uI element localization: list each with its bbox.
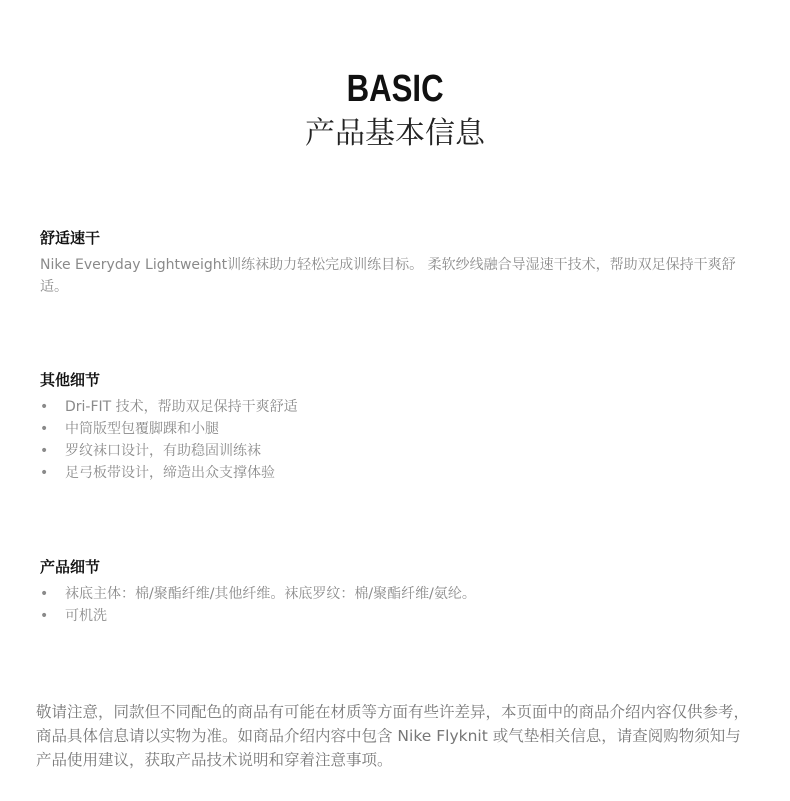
section-other-details (40, 370, 752, 484)
bullet-icon: • (40, 465, 49, 481)
section-description: Nike Everyday Lightweight训练袜助力轻松完成训练目标。 柔软纱线融合导湿速干技术，帮助双足保持干爽舒适。 (40, 257, 736, 295)
header-title-cn: 产品基本信息 (305, 116, 485, 151)
list-item-text: Dri-FIT 技术，帮助双足保持干爽舒适 (65, 399, 298, 415)
list-item-text: 足弓板带设计，缔造出众支撑体验 (65, 465, 275, 481)
list-item-text: 袜底主体：棉/聚酯纤维/其他纤维。袜底罗纹：棉/聚酯纤维/氨纶。 (65, 586, 476, 602)
page-header (0, 66, 790, 154)
bullet-icon: • (40, 586, 49, 602)
list-item-text: 罗纹袜口设计，有助稳固训练袜 (65, 443, 261, 459)
section-title: 其他细节 (40, 371, 101, 389)
bullet-icon: • (40, 443, 49, 459)
list-item-text: 可机洗 (65, 608, 107, 624)
bullet-list (40, 396, 752, 484)
bullet-icon: • (40, 608, 49, 624)
bullet-icon: • (40, 399, 49, 415)
section-title: 舒适速干 (40, 229, 101, 247)
list-item (40, 418, 752, 440)
section-title: 产品细节 (40, 558, 101, 576)
header-title-en: BASIC (346, 68, 444, 110)
list-item (40, 583, 752, 605)
list-item-text: 中筒版型包覆脚踝和小腿 (65, 421, 219, 437)
list-item (40, 396, 752, 418)
list-item (40, 605, 752, 627)
section-product-details (40, 557, 752, 627)
list-item (40, 440, 752, 462)
bullet-icon: • (40, 421, 49, 437)
notice-text: 敬请注意，同款但不同配色的商品有可能在材质等方面有些许差异，本页面中的商品介绍内容仅供参考，商品具体信息请以实物为准。如商品介绍内容中包含 Nike Flyknit 或气垫相关信息，请查阅购物须知与产品使用建议，获取产品技术说明和穿着注意事项。 (36, 703, 750, 769)
bullet-list (40, 583, 752, 627)
section-comfort-dry (40, 228, 752, 298)
list-item (40, 462, 752, 484)
